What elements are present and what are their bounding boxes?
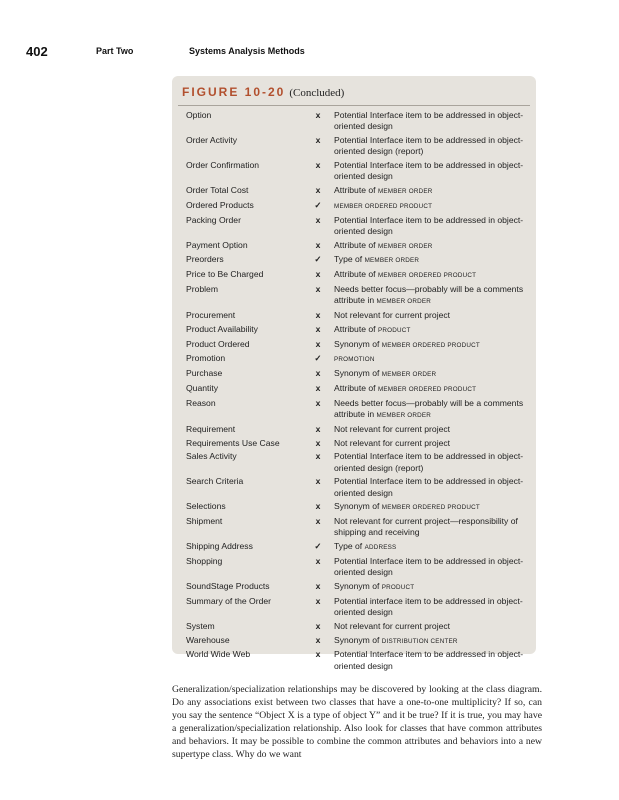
table-row: [172, 310, 536, 321]
x-mark: x: [315, 185, 321, 195]
x-mark: x: [315, 135, 321, 145]
figure-title: [182, 85, 344, 99]
check-mark: ✓: [314, 199, 322, 210]
candidate-note: Not relevant for current project: [334, 423, 451, 434]
class-name: MEMBER ORDERED PRODUCT: [381, 504, 480, 512]
x-mark: x: [315, 516, 321, 527]
table-row: [172, 284, 536, 307]
candidate-note: [328, 368, 526, 380]
candidate-note: Not relevant for current project: [334, 437, 451, 448]
candidate-name: Sales Activity: [186, 451, 237, 462]
x-mark: x: [315, 160, 321, 170]
candidate-note: [328, 339, 526, 351]
candidate-name: Option: [186, 110, 212, 120]
candidate-note: [328, 284, 526, 307]
class-name: PRODUCT: [377, 326, 411, 334]
x-mark: x: [315, 309, 321, 320]
note-text: Attribute of: [334, 269, 378, 280]
candidate-note: [328, 324, 526, 336]
table-row: [172, 200, 536, 212]
note-text: Attribute of: [334, 323, 378, 334]
candidate-name: Ordered Products: [186, 199, 254, 210]
note-text: Synonym of: [334, 580, 382, 591]
candidate-name: Promotion: [186, 353, 226, 364]
candidate-note: [328, 541, 526, 553]
candidate-note: [328, 254, 526, 266]
class-name: MEMBER ORDER: [377, 242, 433, 250]
part-label: Part Two: [96, 46, 134, 56]
table-row: [172, 621, 536, 632]
x-mark: x: [315, 338, 321, 349]
note-text: Type of: [334, 541, 365, 552]
table-row: [172, 476, 536, 498]
candidate-name: System: [186, 620, 215, 631]
table-row: [172, 240, 536, 252]
candidate-name: Quantity: [186, 382, 219, 393]
candidate-name: Warehouse: [186, 634, 230, 645]
table-row: [172, 501, 536, 513]
candidate-note: [328, 581, 526, 593]
table-row: [172, 541, 536, 553]
figure-box: [172, 76, 536, 671]
candidate-name: Reason: [186, 397, 216, 408]
note-text: Attribute of: [334, 239, 378, 250]
x-mark: x: [315, 580, 321, 591]
table-row: [172, 215, 536, 237]
candidate-note: Potential interface item to be addressed in object-oriented design: [334, 595, 523, 617]
candidate-name: Requirement: [186, 423, 236, 434]
page-number: 402: [26, 44, 48, 59]
candidate-note: Potential Interface item to be addressed in object-oriented design: [334, 476, 524, 498]
table-row: [172, 516, 536, 538]
candidate-name: Shopping: [186, 555, 223, 566]
candidate-name: Product Availability: [186, 323, 258, 334]
x-mark: x: [315, 555, 321, 566]
candidate-name: SoundStage Products: [186, 580, 270, 591]
table-row: [172, 451, 536, 473]
table-row: [172, 160, 536, 182]
x-mark: x: [315, 501, 321, 512]
table-row: [172, 185, 536, 197]
table-row: [172, 383, 536, 395]
candidate-note: [328, 269, 526, 281]
x-mark: x: [315, 423, 321, 434]
section-title: Systems Analysis Methods: [189, 46, 305, 56]
note-text: Needs better focus—probably will be a comments attribute in: [334, 283, 524, 306]
candidate-name: Problem: [186, 283, 218, 294]
table-row: [172, 635, 536, 647]
x-mark: x: [315, 397, 321, 408]
x-mark: x: [315, 382, 321, 393]
class-name: PROMOTION: [334, 356, 375, 364]
class-name: PRODUCT: [381, 583, 415, 591]
class-name: MEMBER ORDER: [376, 411, 432, 419]
candidate-name: Shipping Address: [186, 541, 253, 552]
table-row: [172, 339, 536, 351]
x-mark: x: [315, 283, 321, 294]
class-name: MEMBER ORDERED PRODUCT: [377, 272, 477, 280]
candidate-note: [328, 501, 526, 513]
candidate-note: [328, 353, 526, 365]
candidate-note: [328, 240, 526, 252]
class-name: ADDRESS: [364, 544, 397, 552]
body-paragraph: Generalization/specialization relationships may be discovered by looking at the class diagram. Do any associations exist between two classes that have a one-to-one multiplicity? If so, can you say the sentence “Object X is a type of object Y” and it be true? If it is true, you may have a generalization/specialization relationship. Also look for classes that have common attributes and behaviors. It may be possible to combine the common attributes and behaviors into a new supertype class. Why do we want: [172, 684, 542, 761]
candidate-note: Potential Interface item to be addressed in object-oriented design: [334, 110, 524, 132]
table-row: [172, 324, 536, 336]
page-header: [26, 44, 586, 60]
candidate-note: Potential Interface item to be addressed in object-oriented design: [334, 160, 524, 182]
note-text: Attribute of: [334, 185, 378, 195]
candidate-note: [328, 635, 526, 647]
check-mark: ✓: [314, 353, 322, 364]
x-mark: x: [315, 634, 321, 645]
candidate-note: [328, 185, 526, 197]
class-name: MEMBER ORDER: [364, 257, 420, 265]
figure-table: [172, 110, 536, 674]
note-text: Attribute of: [334, 382, 378, 393]
candidate-name: Order Activity: [186, 135, 238, 145]
figure-divider: [178, 105, 530, 106]
candidate-name: Packing Order: [186, 214, 241, 225]
class-name: MEMBER ORDER: [376, 298, 432, 306]
table-row: [172, 649, 536, 671]
candidate-note: Potential Interface item to be addressed in object-oriented design: [334, 649, 524, 671]
candidate-note: [328, 200, 526, 212]
table-row: [172, 424, 536, 435]
candidate-note: Not relevant for current project: [334, 620, 451, 631]
candidate-name: Procurement: [186, 309, 236, 320]
x-mark: x: [315, 368, 321, 379]
check-mark: ✓: [314, 541, 322, 552]
table-row: [172, 269, 536, 281]
note-text: Synonym of: [334, 634, 382, 645]
x-mark: x: [315, 323, 321, 334]
candidate-name: World Wide Web: [186, 649, 251, 660]
class-name: DISTRIBUTION CENTER: [381, 637, 458, 645]
table-row: [172, 556, 536, 578]
candidate-name: Payment Option: [186, 239, 248, 250]
candidate-note: Potential Interface item to be addressed in object-oriented design: [334, 555, 524, 578]
candidate-name: Product Ordered: [186, 338, 250, 349]
x-mark: x: [315, 110, 321, 120]
x-mark: x: [315, 476, 321, 487]
table-row: [172, 438, 536, 449]
table-row: [172, 596, 536, 618]
check-mark: ✓: [314, 254, 322, 265]
candidate-name: Preorders: [186, 254, 224, 265]
figure-concluded: (Concluded): [289, 87, 345, 99]
note-text: Needs better focus—probably will be a comments attribute in: [334, 397, 524, 419]
x-mark: x: [315, 239, 321, 250]
candidate-note: Potential Interface item to be addressed in object-oriented design: [334, 214, 524, 236]
table-row: [172, 581, 536, 593]
x-mark: x: [315, 437, 321, 448]
class-name: MEMBER ORDER: [381, 371, 437, 379]
candidate-name: Requirements Use Case: [186, 437, 280, 448]
class-name: MEMBER ORDER: [377, 188, 433, 195]
x-mark: x: [315, 214, 321, 225]
class-name: MEMBER ORDERED PRODUCT: [334, 202, 433, 210]
candidate-name: Summary of the Order: [186, 595, 272, 606]
candidate-note: Potential Interface item to be addressed in object-oriented design (report): [334, 451, 524, 473]
candidate-name: Order Total Cost: [186, 185, 249, 195]
x-mark: x: [315, 269, 321, 280]
x-mark: x: [315, 649, 321, 660]
table-row: [172, 110, 536, 132]
candidate-note: Not relevant for current project—responsibility of shipping and receiving: [334, 516, 518, 538]
candidate-name: Order Confirmation: [186, 160, 260, 170]
candidate-name: Selections: [186, 501, 226, 512]
candidate-name: Price to Be Charged: [186, 269, 264, 280]
note-text: Synonym of: [334, 338, 382, 349]
table-row: [172, 135, 536, 157]
candidate-note: Potential Interface item to be addressed in object-oriented design (report): [334, 135, 524, 157]
candidate-name: Search Criteria: [186, 476, 244, 487]
class-name: MEMBER ORDERED PRODUCT: [381, 341, 480, 349]
note-text: Synonym of: [334, 501, 382, 512]
candidate-name: Purchase: [186, 368, 223, 379]
table-row: [172, 368, 536, 380]
note-text: Type of: [334, 254, 365, 265]
x-mark: x: [315, 595, 321, 606]
x-mark: x: [315, 451, 321, 462]
table-row: [172, 398, 536, 421]
figure-label: FIGURE 10-20: [182, 85, 286, 99]
note-text: Synonym of: [334, 368, 382, 379]
class-name: MEMBER ORDERED PRODUCT: [377, 385, 477, 393]
table-row: [172, 254, 536, 266]
candidate-note: Not relevant for current project: [334, 309, 451, 320]
table-row: [172, 353, 536, 365]
x-mark: x: [315, 620, 321, 631]
candidate-note: [328, 383, 526, 395]
candidate-note: [328, 398, 526, 421]
candidate-name: Shipment: [186, 516, 223, 527]
